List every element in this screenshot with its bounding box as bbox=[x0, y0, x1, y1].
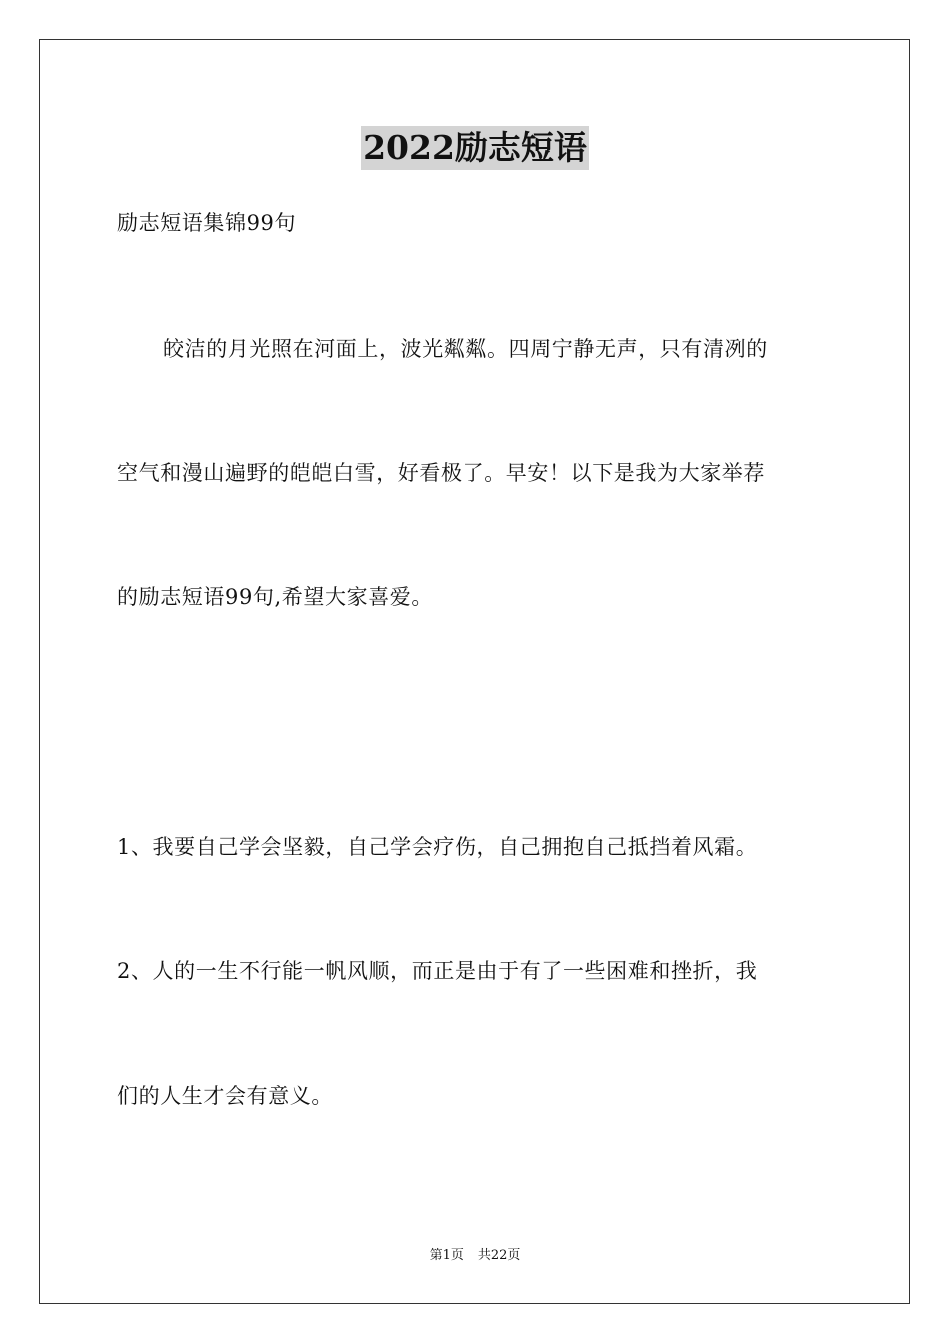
list-item-2-line-1: 2、人的一生不行能一帆风顺，而正是由于有了一些困难和挫折，我 bbox=[117, 959, 758, 983]
document-title: 2022励志短语 bbox=[361, 126, 589, 170]
page-total: 共22页 bbox=[477, 1248, 521, 1263]
list-item-2-line-2: 们的人生才会有意义。 bbox=[117, 1084, 333, 1108]
intro-line-1: 皎洁的月光照在河面上，波光粼粼。四周宁静无声，只有清冽的 bbox=[163, 337, 768, 361]
title-container bbox=[0, 126, 950, 170]
subtitle: 励志短语集锦99句 bbox=[117, 211, 297, 235]
page-footer bbox=[0, 1247, 950, 1265]
list-item-1-line-1: 1、我要自己学会坚毅，自己学会疗伤，自己拥抱自己抵挡着风霜。 bbox=[117, 835, 758, 859]
page-number: 第1页 bbox=[429, 1248, 464, 1263]
intro-line-2: 空气和漫山遍野的皑皑白雪，好看极了。早安！以下是我为大家举荐 bbox=[117, 461, 765, 485]
intro-line-3: 的励志短语99句,希望大家喜爱。 bbox=[117, 585, 433, 609]
